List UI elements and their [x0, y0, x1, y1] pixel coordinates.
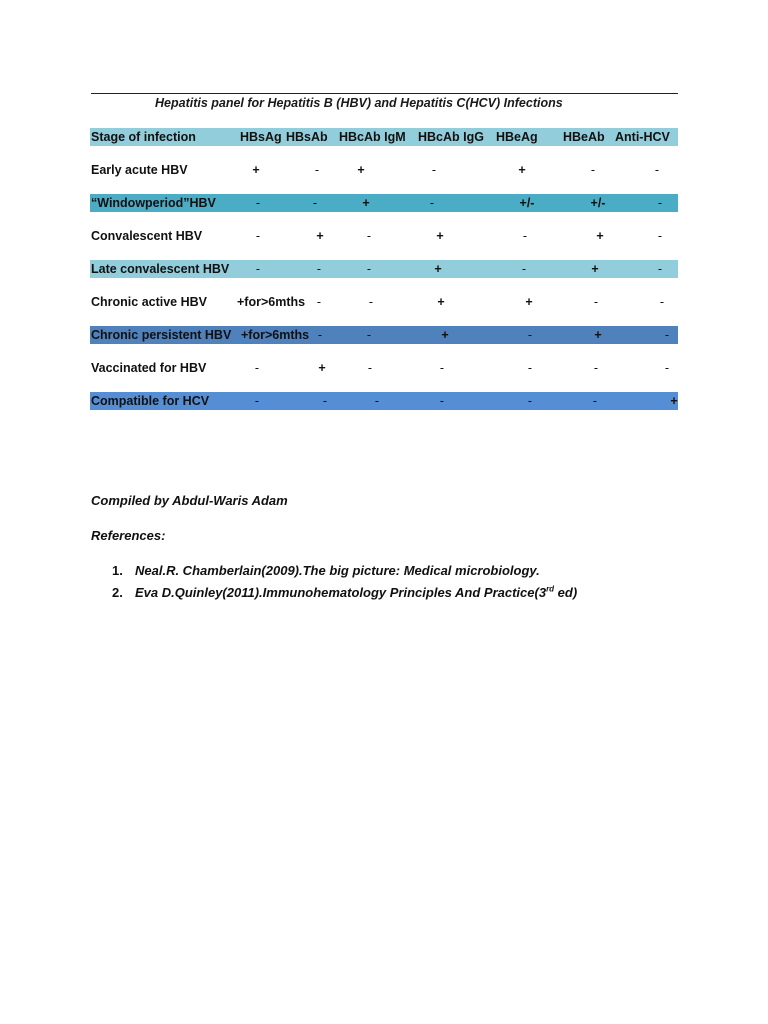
result-cell: - [593, 361, 599, 375]
table-row [90, 293, 678, 311]
stage-label: Convalescent HBV [91, 229, 203, 243]
stage-label: Chronic persistent HBV [91, 328, 232, 342]
result-cell: - [657, 196, 663, 210]
result-cell: - [527, 394, 533, 408]
table-row [90, 392, 678, 410]
result-cell: - [657, 229, 663, 243]
result-cell: - [522, 229, 528, 243]
result-cell: - [312, 196, 318, 210]
result-cell: + [436, 229, 444, 243]
result-cell: - [366, 328, 372, 342]
result-cell: +/- [590, 196, 606, 210]
result-cell: + [596, 229, 604, 243]
result-cell: +/- [519, 196, 535, 210]
compiled-by: Compiled by Abdul-Waris Adam [91, 493, 288, 508]
result-cell: - [439, 394, 445, 408]
result-cell: - [593, 295, 599, 309]
table-row [90, 326, 678, 344]
result-cell: + [362, 196, 370, 210]
table-header-row [90, 128, 678, 146]
result-cell: - [592, 394, 598, 408]
result-cell: - [374, 394, 380, 408]
reference-superscript: rd [546, 584, 555, 594]
result-cell: - [368, 295, 374, 309]
reference-number: 1. [112, 563, 123, 578]
table-row [90, 359, 678, 377]
result-cell: - [322, 394, 328, 408]
result-cell: - [366, 262, 372, 276]
result-cell: + [525, 295, 533, 309]
reference-text: Neal.R. Chamberlain(2009).The big picture: Medical microbiology. [135, 563, 540, 578]
result-cell: + [441, 328, 449, 342]
result-cell: + [437, 295, 445, 309]
result-cell: - [664, 328, 670, 342]
result-cell: - [590, 163, 596, 177]
result-cell: - [431, 163, 437, 177]
table-row [90, 161, 678, 179]
reference-number: 2. [112, 585, 123, 600]
stage-label: “Windowperiod”HBV [91, 196, 216, 210]
header-hbeag: HBeAg [496, 130, 538, 144]
result-cell: - [521, 262, 527, 276]
top-rule [91, 93, 678, 94]
result-cell: - [316, 295, 322, 309]
reference-text-main: Eva D.Quinley(2011).Immunohematology Principles And Practice(3 [135, 585, 547, 600]
result-cell: +for>6mths [237, 295, 306, 309]
header-stage: Stage of infection [91, 130, 196, 144]
result-cell: + [591, 262, 599, 276]
result-cell: - [367, 361, 373, 375]
result-cell: - [429, 196, 435, 210]
result-cell: + [594, 328, 602, 342]
panel-title: Hepatitis panel for Hepatitis B (HBV) and Hepatitis C(HCV) Infections [155, 96, 563, 110]
result-cell: - [255, 229, 261, 243]
stage-label: Early acute HBV [91, 163, 188, 177]
result-cell: - [314, 163, 320, 177]
result-cell: + [252, 163, 260, 177]
result-cell: - [527, 328, 533, 342]
reference-text-tail: ed) [554, 585, 578, 600]
result-cell: - [366, 229, 372, 243]
result-cell: - [254, 394, 260, 408]
result-cell: - [255, 262, 261, 276]
table-row [90, 227, 678, 245]
result-cell: - [439, 361, 445, 375]
header-hbcab-igm: HBcAb IgM [339, 130, 406, 144]
references-heading: References: [91, 528, 166, 543]
header-hbcab-igg: HBcAb IgG [418, 130, 484, 144]
result-cell: - [254, 361, 260, 375]
result-cell: + [316, 229, 324, 243]
result-cell: - [255, 196, 261, 210]
result-cell: + [434, 262, 442, 276]
stage-label: Compatible for HCV [91, 394, 210, 408]
result-cell: - [527, 361, 533, 375]
result-cell: + [318, 361, 326, 375]
result-cell: - [657, 262, 663, 276]
stage-label: Vaccinated for HBV [91, 361, 207, 375]
result-cell: - [659, 295, 665, 309]
result-cell: +for>6mths [241, 328, 310, 342]
reference-text [135, 584, 577, 602]
result-cell: - [317, 328, 323, 342]
header-hbsab: HBsAb [286, 130, 328, 144]
result-cell: + [518, 163, 526, 177]
result-cell: - [654, 163, 660, 177]
result-cell: - [664, 361, 670, 375]
header-hbsag: HBsAg [240, 130, 282, 144]
result-cell: + [357, 163, 365, 177]
table-row [90, 194, 678, 212]
table-row [90, 260, 678, 278]
header-anti-hcv: Anti-HCV [615, 130, 670, 144]
stage-label: Chronic active HBV [91, 295, 208, 309]
stage-label: Late convalescent HBV [91, 262, 230, 276]
result-cell: + [670, 394, 678, 408]
result-cell: - [316, 262, 322, 276]
header-hbeab: HBeAb [563, 130, 605, 144]
